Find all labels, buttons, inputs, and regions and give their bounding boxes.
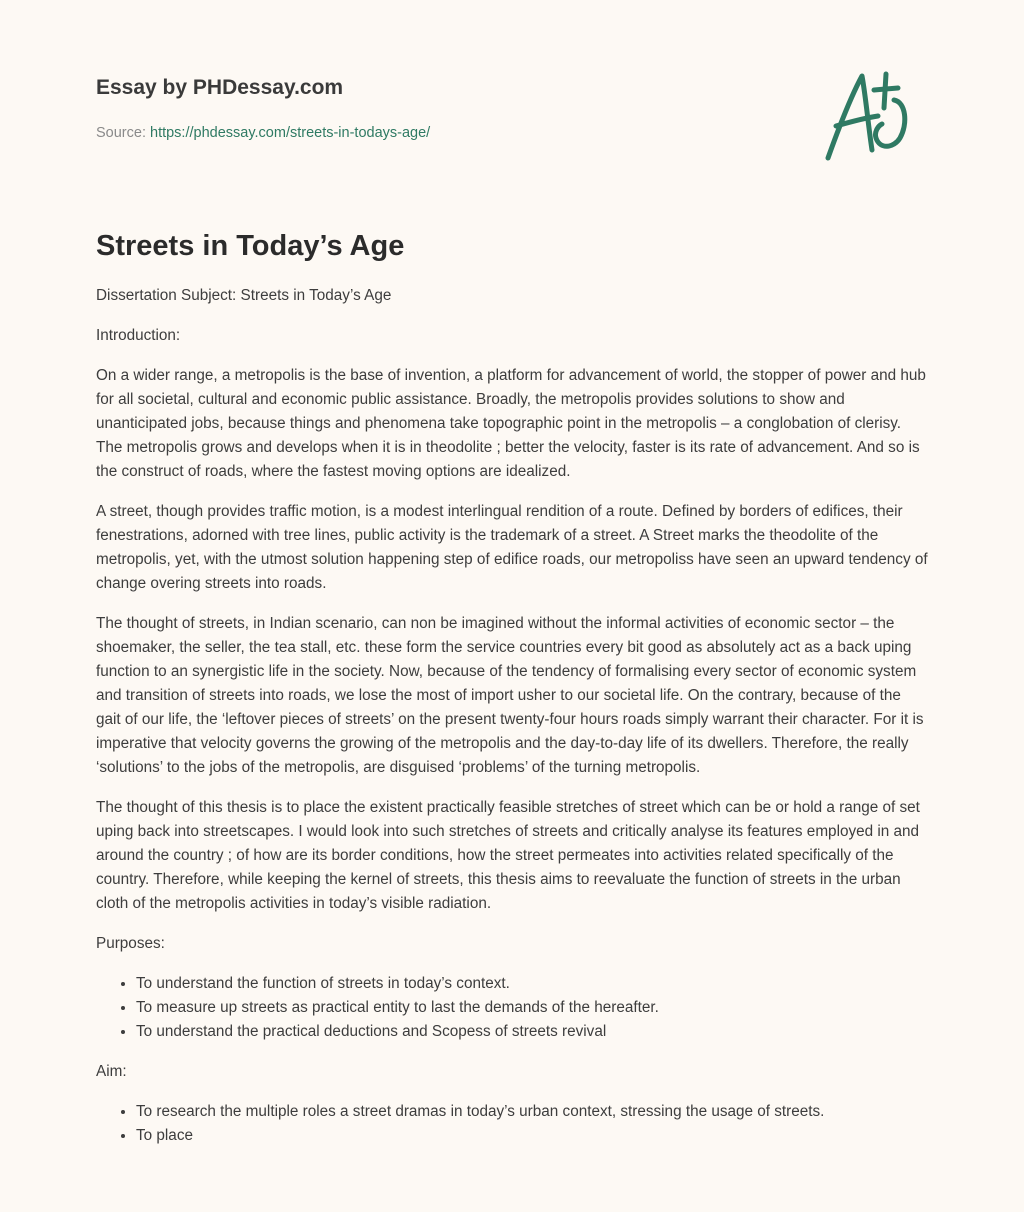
body-paragraph: The thought of this thesis is to place the existent practically feasible stretches of street which can be or hold a range of set uping back into streetscapes. I would look into such stretches of streets and critically analyse its features employed in and around the country ; of how are its border conditions, how the street permeates into activities related specifically of the country. Therefore, while keeping the kernel of streets, this thesis aims to reevaluate the function of streets in the urban cloth of the metropolis activities in today’s visible radiation. [96, 799, 920, 912]
body-paragraph: A street, though provides traffic motion, is a modest interlingual rendition of a route. Defined by borders of edifices, their fenestrations, adorned with tree lines, public activity is the trademark of a street. A Street marks the theodolite of the metropolis, yet, with the utmost solution happening step of edifice roads, our metropoliss have seen an upward tendency of change overing streets into roads. [96, 503, 928, 592]
aims-list [96, 1100, 928, 1148]
brand-title: Essay by PHDessay.com [96, 76, 344, 99]
purposes-heading: Purposes: [96, 935, 165, 952]
intro-heading: Introduction: [96, 327, 181, 344]
body-paragraph: The thought of streets, in Indian scenario, can non be imagined without the informal activities of economic sector – the shoemaker, the seller, the tea stall, etc. these form the service countries every bit good as absolutely act as a back uping function to an synergistic life in the society. Now, because of the tendency of formalising every sector of economic system and transition of streets into roads, we lose the most of import usher to our societal life. On the contrary, because of the gait of our life, the ‘leftover pieces of streets’ on the present twenty-four hours roads simply warrant their character. For it is imperative that velocity governs the growing of the metropolis and the day-to-day life of its dwellers. Therefore, the really ‘solutions’ to the jobs of the metropolis, are disguised ‘problems’ of the turning metropolis. [96, 615, 924, 776]
source-link[interactable]: https://phdessay.com/streets-in-todays-age/ [150, 125, 431, 141]
list-item: • To understand the function of streets in today’s context. [136, 972, 928, 996]
document-title: Streets in Today’s Age [96, 230, 405, 262]
list-item: • To measure up streets as practical entity to last the demands of the hereafter. [136, 996, 928, 1020]
document-body [96, 284, 928, 1148]
page-header [96, 0, 928, 196]
a-plus-logo-icon [824, 68, 928, 164]
list-item: • To research the multiple roles a street dramas in today’s urban context, stressing the usage of streets. [136, 1100, 928, 1124]
list-item: • To understand the practical deductions and Scopess of streets revival [136, 1020, 928, 1044]
body-paragraph: On a wider range, a metropolis is the base of invention, a platform for advancement of world, the stopper of power and hub for all societal, cultural and economic public assistance. Broadly, the metropolis provides solutions to show and unanticipated jobs, because things and phenomena take topographic point in the metropolis – a conglobation of clerisy. The metropolis grows and develops when it is in theodolite ; better the velocity, faster is its rate of advancement. And so is the construct of roads, where the fastest moving options are idealized. [96, 367, 926, 480]
source-label: Source: [96, 125, 150, 141]
source-line [96, 125, 430, 141]
aim-heading: Aim: [96, 1063, 127, 1080]
subject-line: Dissertation Subject: Streets in Today’s Age [96, 287, 392, 304]
purposes-list [96, 972, 928, 1044]
list-item: • To place [136, 1124, 928, 1148]
